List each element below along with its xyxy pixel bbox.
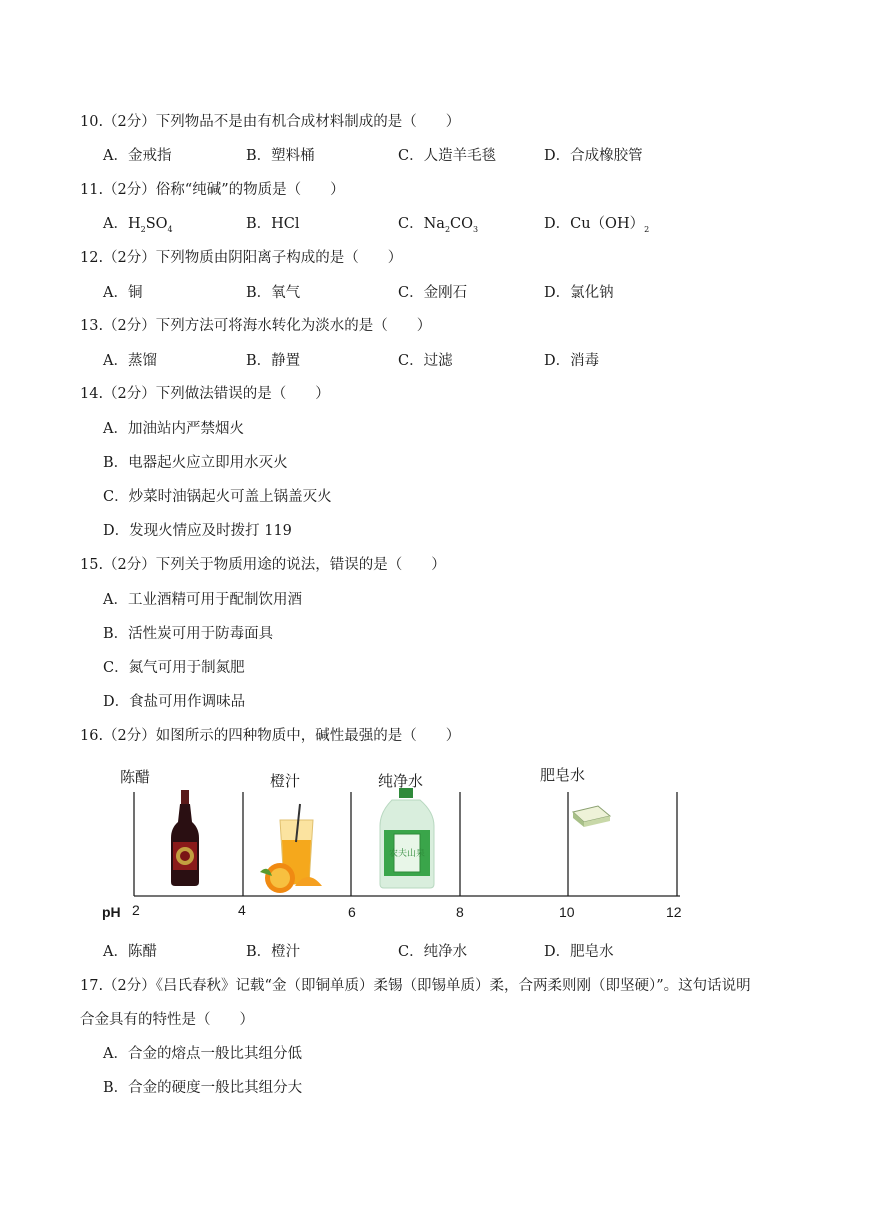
q17-option-a: A．合金的熔点一般比其组分低 xyxy=(103,1046,302,1062)
q12-option-a: A．铜 xyxy=(103,285,143,301)
orange-juice-icon xyxy=(260,804,322,893)
q13-option-c: C．过滤 xyxy=(398,353,453,369)
question-10-stem: 10.（2分）下列物品不是由有机合成材料制成的是（ ） xyxy=(80,114,461,130)
q10-option-a: A．金戒指 xyxy=(103,148,172,164)
q11-option-b: B．HCl xyxy=(246,216,300,232)
q16-option-c: C．纯净水 xyxy=(398,944,468,960)
soap-icon xyxy=(573,806,610,827)
q10-option-b: B．塑料桶 xyxy=(246,148,315,164)
q14-option-d: D．发现火情应及时拨打 119 xyxy=(103,523,292,539)
ph-scale-figure xyxy=(100,760,700,928)
q13-option-d: D．消毒 xyxy=(544,353,600,369)
q11-option-d: D．$Cu(OH)_2$ xyxy=(544,216,650,234)
q10-option-d: D．合成橡胶管 xyxy=(544,148,643,164)
q15-option-a: A．工业酒精可用于配制饮用酒 xyxy=(103,592,302,608)
label-pure-water: 纯净水 xyxy=(378,772,424,790)
q13-option-a: A．蒸馏 xyxy=(103,353,157,369)
question-17-stem-line1: 17.（2分）《吕氏春秋》记载“金（即铜单质）柔锡（即锡单质）柔，合两柔则刚（即坚硬）”。这句话说明 xyxy=(80,978,751,994)
ph-tick-2: 2 xyxy=(132,902,140,918)
q13-option-b: B．静置 xyxy=(246,353,301,369)
q11-option-a: A．$H_2SO_4$ xyxy=(103,216,173,234)
q15-option-b: B．活性炭可用于防毒面具 xyxy=(103,626,274,642)
q12-option-c: C．金刚石 xyxy=(398,285,468,301)
q12-option-d: D．氯化钠 xyxy=(544,285,614,301)
q14-option-b: B．电器起火应立即用水灭火 xyxy=(103,455,288,471)
vinegar-bottle-icon xyxy=(171,790,199,886)
water-bottle-icon xyxy=(380,788,434,888)
question-17-stem-line2: 合金具有的特性是（ ） xyxy=(80,1012,254,1028)
q16-option-d: D．肥皂水 xyxy=(544,944,614,960)
q10-option-c: C．人造羊毛毯 xyxy=(398,148,497,164)
ph-tick-6: 6 xyxy=(348,904,356,920)
question-13-stem: 13.（2分）下列方法可将海水转化为淡水的是（ ） xyxy=(80,318,432,334)
q11-option-c: C．$Na_2CO_3$ xyxy=(398,216,479,234)
label-vinegar: 陈醋 xyxy=(120,768,151,786)
q12-option-b: B．氧气 xyxy=(246,285,301,301)
question-16-stem: 16.（2分）如图所示的四种物质中，碱性最强的是（ ） xyxy=(80,728,461,744)
q14-option-c: C．炒菜时油锅起火可盖上锅盖灭火 xyxy=(103,489,332,505)
question-12-stem: 12.（2分）下列物质由阴阳离子构成的是（ ） xyxy=(80,250,403,266)
label-orange-juice: 橙汁 xyxy=(270,772,301,790)
q16-option-a: A．陈醋 xyxy=(103,944,157,960)
q17-option-b: B．合金的硬度一般比其组分大 xyxy=(103,1080,303,1096)
ph-tick-8: 8 xyxy=(456,904,464,920)
ph-tick-12: 12 xyxy=(666,904,682,920)
q15-option-c: C．氮气可用于制氮肥 xyxy=(103,660,245,676)
q15-option-d: D．食盐可用作调味品 xyxy=(103,694,246,710)
q16-option-b: B．橙汁 xyxy=(246,944,301,960)
bottle-brand-text: 农夫山泉 xyxy=(388,849,426,859)
q14-option-a: A．加油站内严禁烟火 xyxy=(103,421,244,437)
label-soapy-water: 肥皂水 xyxy=(540,766,586,784)
question-14-stem: 14.（2分）下列做法错误的是（ ） xyxy=(80,386,330,402)
ph-tick-4: 4 xyxy=(238,902,246,918)
ph-tick-10: 10 xyxy=(559,904,575,920)
question-15-stem: 15.（2分）下列关于物质用途的说法，错误的是（ ） xyxy=(80,557,446,573)
ph-axis-label: pH xyxy=(102,904,121,920)
question-11-stem: 11.（2分）俗称“纯碱”的物质是（ ） xyxy=(80,182,345,198)
